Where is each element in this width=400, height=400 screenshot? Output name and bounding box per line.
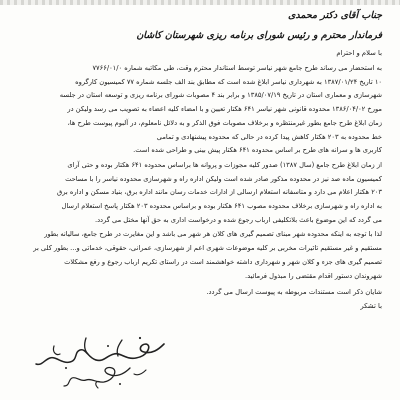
body-line: تصمیم گیری های جزء و کلان شهر و شهرداری داشته خواهشمند است در راستای تکریم ارباب رجوع و رفع مشکلات [64,257,382,266]
body-line: مستقیم و غیر مستقیم تاثیرات مخربی بر کلیه موضوعات شهری اعم از شهرسازی، عمرانی، حقوقی، خدماتی و... بطور کلی بر [33,244,382,253]
recipient-line-1: جناب آقای دکتر محمدی [287,10,382,21]
body-line: خط محدوده به ۲۰۳ هکتار کاهش پیدا کرده در حالی که محدوده پیشنهادی و تمامی [156,132,382,141]
body-line: به اداره راه و شهرسازی برخلاف محدوده مصوب ۶۴۱ هکتار بوده و براساس محدوده ۲۰۳ هکتار پاسخ استعلام ارسال [61,202,382,211]
body-line: کمیسیون ماده صد نیز در محدوده مذکور صادر شده است ولیکن اداره راه و شهرسازی محدوده نیاسر را با مساحت [65,174,382,183]
signature-drawing [26,330,176,392]
thanks-line: با تشکر [360,302,382,311]
body-line: می گردد که این موضوع باعث بلاتکلیفی ارباب رجوع شده و درخواست اداری به حق آنها مختل می گردد. [94,215,382,224]
body-line: از زمان ابلاغ طرح جامع (سال ۱۳۸۷) صدور کلیه مجوزات و پروانه ها براساس محدوده ۶۴۱ هکتار بوده و حتی آرای [67,160,382,169]
body-line: شهروندان دستور اقدام مقتضی را مبذول فرمائید. [244,271,382,280]
recipient-title [20,6,382,46]
body-line: لذا با توجه به اینکه محدوده شهر مبنای تصمیم گیری های کلان هر شهر می باشد و این مغایرت در طرح جامع، سالیانه بطور [44,230,382,239]
body-line: مورخ ۱۳۸۶/۰۴/۰۲ محدوده قانونی شهر نیاسر ۶۴۱ هکتار تعیین و با امضاء کلیه اعضاء به تصویب می رسد ولیکن در [67,105,382,114]
header-stamp-strip [0,0,400,5]
body-line: ۲۰۳ هکتار اعلام می دارد و متاسفانه استعلام ارسالی از ادارات خدمات رسان مانند اداره برق، بنیاد مسکن و اداره برق [57,188,382,197]
letter-body [20,62,382,283]
attachment-note: شایان ذکر است مستندات مربوطه به پیوست ارسال می گردد. [206,288,382,297]
body-line: به استحضار می رساند طرح جامع شهر نیاسر توسط استاندار محترم وقت، طی مکاتبه شماره ۷۷۶۶/۰۱/۰ [92,64,382,72]
handwritten-signature [26,330,176,392]
closing [20,285,382,313]
body-line: شهرسازی و معماری استان در تاریخ ۱۳۸۵/۰۷/۱۹ و برابر بند ۴ مصوبات شورای برنامه ریزی و توسعه استان در جلسه [59,91,382,100]
greeting: با سلام و احترام [336,49,382,57]
body-line: ۱۰ تاریخ ۱۳۸۷/۰۱/۲۴ به شهرداری نیاسر ابلاغ شده است که مطابق بند الف جلسه شماره ۷۷ کمیسیون کارگروه [75,77,382,86]
recipient-line-2: فرماندار محترم و رئیس شورای برنامه ریزی شهرستان کاشان [136,30,382,41]
body-line: کاربری ها و سرانه های طرح بر اساس محدوده ۶۴۱ هکتار پیش بینی و طراحی شده است. [133,146,382,155]
body-line: زمان ابلاغ طرح جامع بطور غیرمنتظره و برخلاف مصوبات فوق الذکر و به دلائل نامعلوم، در آلبوم پیوست طرح ها، [67,118,382,127]
